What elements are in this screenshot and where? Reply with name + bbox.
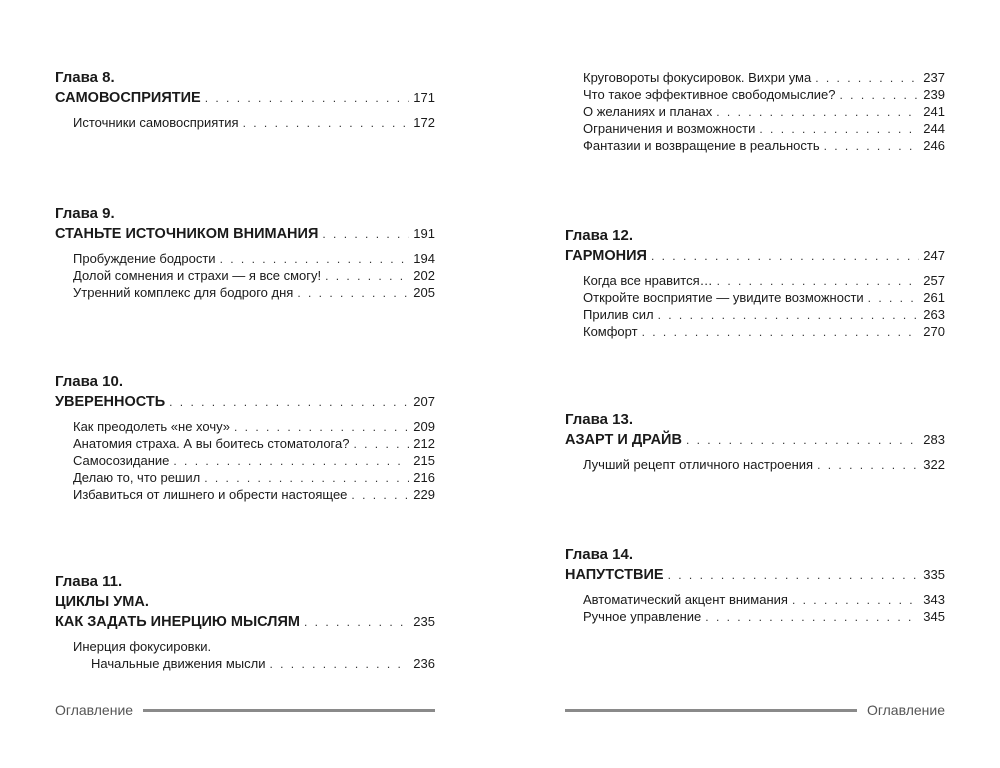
chapter-title-line1: ЦИКЛЫ УМА.: [55, 594, 149, 610]
toc-entry[interactable]: [583, 103, 945, 120]
toc-entry-page: 205: [413, 285, 435, 300]
chapter-label: Глава 12.: [565, 227, 634, 244]
toc-entry[interactable]: [73, 284, 435, 301]
toc-entry[interactable]: [583, 608, 945, 625]
dot-leader: [293, 285, 409, 302]
dot-leader: [230, 419, 409, 436]
toc-entry-page: 270: [923, 324, 945, 339]
toc-entry-title: Как преодолеть «не хочу»: [73, 419, 230, 434]
chapter-page-number: 283: [923, 432, 945, 447]
toc-entry-title: Лучший рецепт отличного настроения: [583, 457, 814, 472]
chapter-13: [565, 410, 945, 473]
toc-entry[interactable]: [73, 655, 435, 672]
chapter-8: [55, 68, 435, 131]
toc-entry[interactable]: [583, 272, 945, 289]
dot-leader: [165, 392, 409, 412]
toc-entry-title: Когда все нравится…: [583, 273, 713, 288]
dot-leader: [712, 104, 919, 121]
dot-leader: [788, 592, 919, 609]
toc-entry-page: 343: [923, 592, 945, 607]
toc-entry[interactable]: [73, 452, 435, 469]
footer-label: Оглавление: [55, 702, 134, 718]
toc-entry-page: 322: [923, 457, 945, 472]
section-list: [565, 272, 945, 340]
toc-entry-page: 209: [413, 419, 435, 434]
footer-rule: [565, 709, 857, 712]
toc-entry-title: Долой сомнения и страхи — я все смогу!: [73, 268, 322, 283]
toc-entry-page: 194: [413, 251, 435, 266]
toc-entry-page: 261: [923, 290, 945, 305]
section-list: [565, 591, 945, 625]
dot-leader: [321, 268, 409, 285]
toc-entry-page: 246: [923, 138, 945, 153]
toc-entry[interactable]: [583, 137, 945, 154]
section-list: [55, 418, 435, 503]
dot-leader: [300, 612, 409, 632]
toc-entry-title: Избавиться от лишнего и обрести настоящее: [73, 487, 348, 502]
toc-entry-title: Пробуждение бодрости: [73, 251, 216, 266]
dot-leader: [347, 487, 409, 504]
toc-entry-title: Ручное управление: [583, 609, 702, 624]
chapter-page-number: 207: [413, 394, 435, 409]
dot-leader: [664, 565, 919, 585]
toc-entry-page: 257: [923, 273, 945, 288]
chapter-title-row[interactable]: [55, 612, 435, 632]
section-list: [55, 114, 435, 131]
chapter-11: [55, 572, 435, 672]
toc-entry-title: Источники самовосприятия: [73, 115, 239, 130]
chapter-label: Глава 14.: [565, 546, 634, 563]
toc-entry-page: 212: [413, 436, 435, 451]
chapter-title: НАПУТСТВИЕ: [565, 567, 664, 583]
right-page-footer: [565, 702, 945, 718]
section-list: [565, 456, 945, 473]
dot-leader: [836, 87, 919, 104]
toc-entry[interactable]: [583, 323, 945, 340]
toc-entry[interactable]: [73, 435, 435, 452]
chapter-9: [55, 204, 435, 301]
dot-leader: [638, 324, 919, 341]
dot-leader: [820, 138, 919, 155]
toc-entry[interactable]: [73, 267, 435, 284]
toc-entry-page: 215: [413, 453, 435, 468]
toc-entry-title: Начальные движения мысли: [91, 656, 266, 671]
toc-entry-page: 216: [413, 470, 435, 485]
toc-entry[interactable]: [73, 486, 435, 503]
toc-entry-title: Самосозидание: [73, 453, 170, 468]
toc-entry-page: 241: [923, 104, 945, 119]
chapter-title: КАК ЗАДАТЬ ИНЕРЦИЮ МЫСЛЯМ: [55, 614, 300, 630]
dot-leader: [201, 88, 409, 108]
chapter-page-number: 171: [413, 90, 435, 105]
toc-entry[interactable]: [583, 306, 945, 323]
dot-leader: [216, 251, 409, 268]
dot-leader: [864, 290, 919, 307]
toc-entry-page: 237: [923, 70, 945, 85]
dot-leader: [811, 70, 919, 87]
dot-leader: [701, 609, 919, 626]
toc-entry-title: Комфорт: [583, 324, 638, 339]
toc-entry[interactable]: [73, 114, 435, 131]
chapter-title-row[interactable]: [565, 246, 945, 266]
toc-entry-title: Откройте восприятие — увидите возможности: [583, 290, 864, 305]
toc-entry-title: Автоматический акцент внимания: [583, 592, 788, 607]
toc-entry-title: Что такое эффективное свободомыслие?: [583, 87, 836, 102]
toc-entry-page: 172: [413, 115, 435, 130]
chapter-title: ГАРМОНИЯ: [565, 248, 647, 264]
toc-entry[interactable]: [583, 69, 945, 86]
toc-entry[interactable]: [73, 418, 435, 435]
toc-entry-title: О желаниях и планах: [583, 104, 713, 119]
chapter-10: [55, 372, 435, 503]
chapter-11-continued: [565, 69, 945, 154]
dot-leader: [169, 453, 409, 470]
toc-entry[interactable]: [583, 289, 945, 306]
footer-label: Оглавление: [866, 702, 945, 718]
toc-entry-title: Анатомия страха. А вы боитесь стоматолога?: [73, 436, 350, 451]
toc-entry-title: Круговороты фокусировок. Вихри ума: [583, 70, 812, 85]
toc-entry-page: 263: [923, 307, 945, 322]
dot-leader: [713, 273, 919, 290]
toc-entry[interactable]: [73, 469, 435, 486]
toc-entry-page: 236: [413, 656, 435, 671]
chapter-title: УВЕРЕННОСТЬ: [55, 394, 166, 410]
dot-leader: [200, 470, 409, 487]
chapter-title: АЗАРТ И ДРАЙВ: [565, 432, 682, 448]
toc-entry-title: Утренний комплекс для бодрого дня: [73, 285, 294, 300]
chapter-page-number: 247: [923, 248, 945, 263]
toc-entry-title-line1: Инерция фокусировки.: [73, 639, 212, 654]
dot-leader: [239, 115, 409, 132]
toc-entry-page: 345: [923, 609, 945, 624]
chapter-12: [565, 226, 945, 340]
dot-leader: [265, 656, 409, 673]
chapter-title-row[interactable]: [55, 392, 435, 412]
toc-entry[interactable]: [583, 120, 945, 137]
toc-entry-page: 239: [923, 87, 945, 102]
dot-leader: [318, 224, 409, 244]
toc-entry-title: Делаю то, что решил: [73, 470, 201, 485]
toc-entry-page: 202: [413, 268, 435, 283]
dot-leader: [349, 436, 409, 453]
footer-rule: [143, 709, 435, 712]
toc-entry-title: Ограничения и возможности: [583, 121, 756, 136]
toc-entry-page: 244: [923, 121, 945, 136]
chapter-page-number: 235: [413, 614, 435, 629]
chapter-14: [565, 545, 945, 625]
chapter-title-row[interactable]: [55, 224, 435, 244]
toc-entry-title: Прилив сил: [583, 307, 654, 322]
chapter-title: САМОВОСПРИЯТИЕ: [55, 90, 201, 106]
dot-leader: [647, 246, 919, 266]
dot-leader: [813, 457, 919, 474]
chapter-page-number: 191: [413, 226, 435, 241]
chapter-title: СТАНЬТЕ ИСТОЧНИКОМ ВНИМАНИЯ: [55, 226, 319, 242]
toc-entry-title: Фантазии и возвращение в реальность: [583, 138, 820, 153]
toc-entry[interactable]: [73, 250, 435, 267]
chapter-label: Глава 11.: [55, 573, 123, 590]
section-list: [55, 250, 435, 301]
dot-leader: [755, 121, 919, 138]
chapter-label: Глава 10.: [55, 373, 124, 390]
chapter-label: Глава 9.: [55, 205, 115, 222]
chapter-page-number: 335: [923, 567, 945, 582]
toc-entry-page: 229: [413, 487, 435, 502]
toc-entry[interactable]: [583, 86, 945, 103]
chapter-title-row[interactable]: [55, 88, 435, 108]
section-list: [55, 638, 435, 672]
chapter-label: Глава 13.: [565, 411, 634, 428]
dot-leader: [682, 430, 919, 450]
left-page-footer: [55, 702, 435, 718]
toc-entry[interactable]: [583, 591, 945, 608]
toc-entry[interactable]: [583, 456, 945, 473]
chapter-label: Глава 8.: [55, 69, 115, 86]
chapter-title-row[interactable]: [565, 430, 945, 450]
section-list: [565, 69, 945, 154]
chapter-title-row[interactable]: [565, 565, 945, 585]
dot-leader: [654, 307, 919, 324]
